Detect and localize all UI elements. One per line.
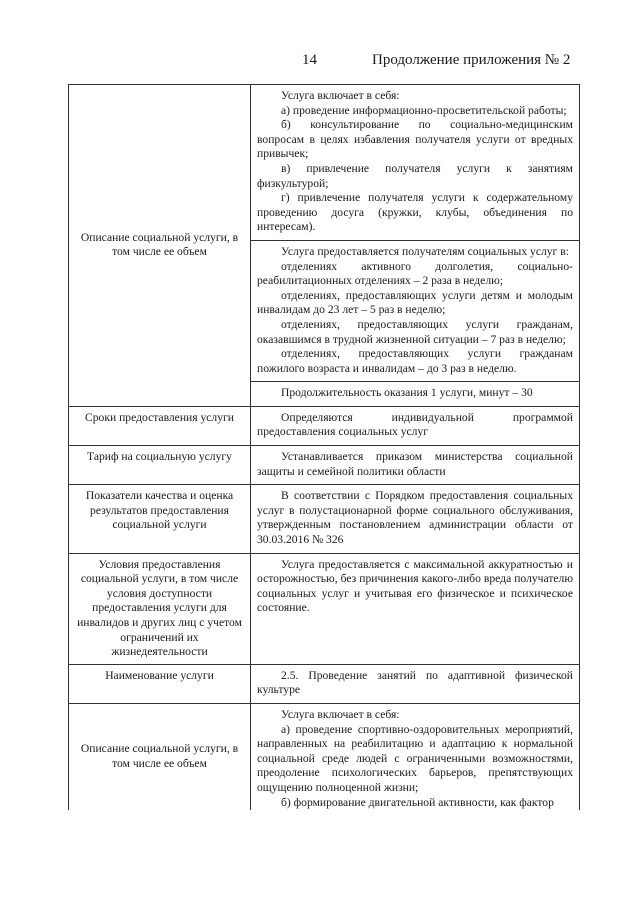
row-content <box>251 703 580 810</box>
paragraph: Определяются индивидуальной программой предоставления социальных услуг <box>257 410 573 439</box>
row-content <box>251 485 580 553</box>
paragraph: в) привлечение получателя услуги к занятиям физкультурой; <box>257 161 573 190</box>
table-row-terms <box>69 406 580 445</box>
frequency-block <box>251 240 579 381</box>
row-label: Тариф на социальную услугу <box>69 446 251 485</box>
row-content <box>251 85 580 407</box>
row-label: Сроки предоставления услуги <box>69 406 251 445</box>
row-label: Показатели качества и оценка результатов предоставления социальной услуги <box>69 485 251 553</box>
table-row-description-2 <box>69 703 580 810</box>
paragraph: Услуга предоставляется с максимальной аккуратностью и осторожностью, без причинения какого-либо вреда получателю социальных услуг и учитывая его физическое и психическое состояние. <box>257 557 573 615</box>
paragraph: а) проведение спортивно-оздоровительных мероприятий, направленных на реабилитацию и адаптацию к нормальной социальной среде людей с ограниченными возможностями, преодоление психологических барьеров, препятствующих ощущению полноценной жизни; <box>257 722 573 794</box>
row-label: Описание социальной услуги, в том числе ее объем <box>69 85 251 407</box>
row-label: Наименование услуги <box>69 664 251 703</box>
paragraph: б) формирование двигательной активности, как фактор <box>281 795 554 809</box>
page-header <box>0 52 639 76</box>
paragraph: Продолжительность оказания 1 услуги, минут – 30 <box>281 386 533 400</box>
paragraph: а) проведение информационно-просветительской работы; <box>281 103 567 117</box>
paragraph: отделениях, предоставляющих услуги гражданам пожилого возраста и инвалидам – до 3 раз в неделю. <box>257 347 573 375</box>
appendix-continuation-title: Продолжение приложения № 2 <box>372 52 571 68</box>
paragraph: отделениях, предоставляющих услуги детям и молодым инвалидам до 23 лет – 5 раз в неделю; <box>257 288 573 317</box>
row-label: Описание социальной услуги, в том числе ее объем <box>69 703 251 810</box>
paragraph: Устанавливается приказом министерства социальной защиты и семейной политики области <box>257 450 573 478</box>
row-content <box>251 446 580 485</box>
paragraph: Услуга включает в себя: <box>281 89 400 102</box>
row-content <box>251 664 580 703</box>
paragraph: отделениях, предоставляющих услуги гражданам, оказавшимся в трудной жизненной ситуации – 7 раз в неделю; <box>257 317 573 346</box>
paragraph: Услуга предоставляется получателям социальных услуг в: <box>281 244 569 258</box>
duration-block <box>251 381 579 406</box>
service-includes-block <box>251 85 579 240</box>
paragraph: г) привлечение получателя услуги к содержательному проведению досуга (кружки, клубы, объединения по интересам). <box>257 191 573 234</box>
table-row-name <box>69 664 580 703</box>
page-number: 14 <box>302 52 317 68</box>
service-table <box>68 84 580 810</box>
row-content <box>251 406 580 445</box>
paragraph: В соответствии с Порядком предоставления социальных услуг в полустационарной форме социального обслуживания, утвержденным постановлением администрации области от 30.03.2016 № 326 <box>257 489 573 547</box>
paragraph: 2.5. Проведение занятий по адаптивной физической культуре <box>257 668 573 697</box>
table-row-quality <box>69 485 580 553</box>
paragraph: Услуга включает в себя: <box>281 707 400 721</box>
paragraph: отделениях активного долголетия, социально-реабилитационных отделениях – 2 раза в неделю; <box>257 259 573 288</box>
table-row-tariff <box>69 446 580 485</box>
table-row-description <box>69 85 580 407</box>
row-content <box>251 553 580 664</box>
row-label: Условия предоставления социальной услуги, в том числе условия доступности предоставления услуги для инвалидов и других лиц с учетом ограничений их жизнедеятельности <box>69 553 251 664</box>
paragraph: б) консультирование по социально-медицинским вопросам в целях избавления получателя услуги от вредных привычек; <box>257 118 573 161</box>
table-row-conditions <box>69 553 580 664</box>
